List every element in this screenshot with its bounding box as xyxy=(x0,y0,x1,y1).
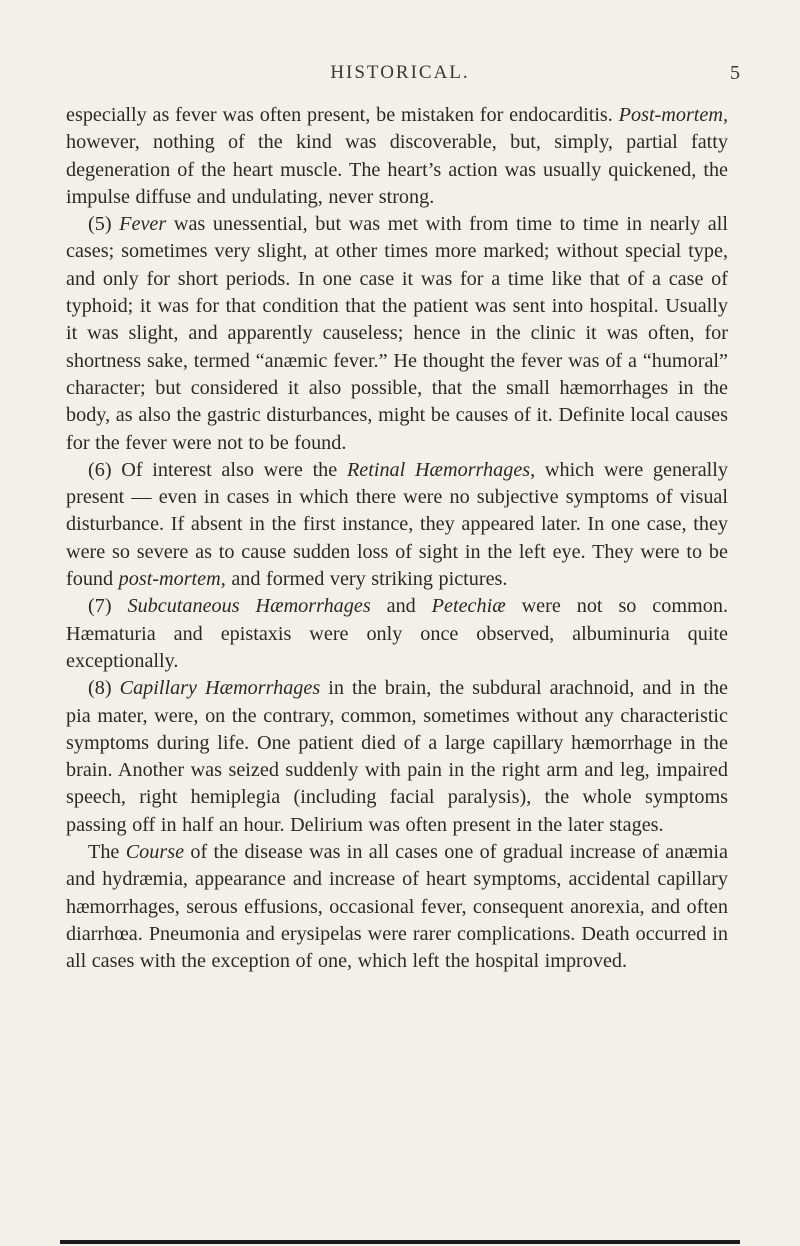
text-segment: however, nothing of the kind was discoverable, but, simply, partial fatty degeneration of the heart muscle. The heart’s action was usually quickened, the impulse diffuse and undulating, never strong. xyxy=(66,131,728,208)
text-segment: and formed very striking pictures. xyxy=(225,568,508,591)
text-segment: and xyxy=(370,595,432,618)
paragraph xyxy=(66,102,728,211)
paragraph xyxy=(66,593,728,675)
text-segment: The xyxy=(88,841,126,864)
text-segment: were not so common. Hæmaturia and epistaxis were only once observed, albuminuria quite exceptionally. xyxy=(66,595,728,672)
text-segment-italic: Subcutaneous Hæmorrhages xyxy=(127,595,371,618)
text-segment: especially as fever was often present, be mistaken for endocarditis. xyxy=(66,104,619,126)
text-segment: which were generally present — even in cases in which there were no subjective symptoms of visual disturbance. If absent in the first instance, they appeared later. In one case, they were so severe as to cause sudden loss of sight in the left eye. They were to be found xyxy=(66,458,728,591)
page-number: 5 xyxy=(730,62,740,84)
text-segment: (6) Of interest also were the xyxy=(88,458,347,481)
text-segment-italic: post-mortem, xyxy=(118,568,226,591)
text-segment-italic: Post-mortem, xyxy=(618,104,728,126)
paragraph xyxy=(66,675,728,839)
paragraph xyxy=(66,457,728,593)
text-segment: (8) xyxy=(88,677,120,700)
text-segment-italic: Course xyxy=(125,841,185,864)
text-segment: in the brain, the subdural arachnoid, and in the pia mater, were, on the contrary, common, sometimes without any characteristic symptoms during life. One patient died of a large capillary hæmorrhage in the brain. Another was seized suddenly with pain in the right arm and leg, impaired speech, right hemiplegia (including facial paralysis), the whole symptoms passing off in half an hour. Delirium was often present in the later stages. xyxy=(66,677,728,836)
page-header xyxy=(60,62,740,86)
running-head: HISTORICAL. xyxy=(330,62,470,83)
paragraph xyxy=(66,839,728,975)
text-segment-italic: Capillary Hæmorrhages xyxy=(119,677,321,700)
page-bottom-rule xyxy=(60,1240,740,1244)
text-segment: was unessential, but was met with from time to time in nearly all cases; sometimes very slight, at other times more marked; without special type, and only for short periods. In one case it was for a time like that of a case of typhoid; it was for that condition that the patient was sent into hospital. Usually it was slight, and apparently causeless; hence in the clinic it was often, for shortness sake, termed “anæmic fever.” He thought the fever was of a “humoral” character; but considered it also possible, that the small hæmorrhages in the body, as also the gastric disturbances, might be causes of it. Definite local causes for the fever were not to be found. xyxy=(66,213,728,454)
text-segment-italic: Petechiæ xyxy=(431,595,506,618)
text-segment-italic: Fever xyxy=(119,213,167,236)
text-segment: of the disease was in all cases one of gradual increase of anæmia and hydræmia, appearance and increase of heart symptoms, accidental capillary hæmorrhages, serous effusions, occasional fever, consequent anorexia, and often diarrhœa. Pneumonia and erysipelas were rarer complications. Death occurred in all cases with the exception of one, which left the hospital improved. xyxy=(66,841,728,973)
text-segment-italic: Retinal Hæmorrhages, xyxy=(346,458,536,481)
text-segment: (5) xyxy=(88,213,120,236)
body-text xyxy=(66,102,728,976)
paragraph xyxy=(66,211,728,457)
text-segment: (7) xyxy=(88,595,128,618)
